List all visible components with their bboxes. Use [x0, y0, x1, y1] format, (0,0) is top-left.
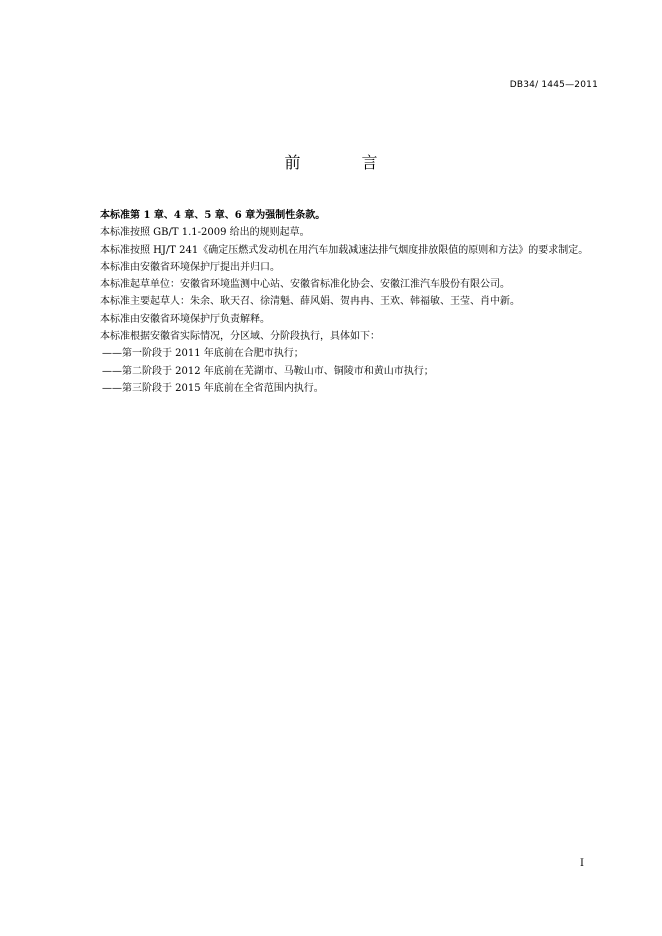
foreword-body — [80, 207, 600, 397]
phase-1-item: ——第一阶段于 2011 年底前在合肥市执行； — [102, 348, 304, 360]
drafting-units-paragraph: 本标准起草单位：安徽省环境监测中心站、安徽省标准化协会、安徽江淮汽车股份有限公司。 — [100, 279, 510, 291]
drafting-rules-paragraph: 本标准按照 GB/T 1.1-2009 给出的规则起草。 — [100, 227, 310, 239]
page-number: I — [580, 858, 584, 869]
interpretation-paragraph: 本标准由安徽省环境保护厅负责解释。 — [100, 313, 270, 325]
proposer-paragraph: 本标准由安徽省环境保护厅提出并归口。 — [100, 261, 280, 273]
reference-standard-paragraph: 本标准按照 HJ/T 241《确定压燃式发动机在用汽车加载减速法排气烟度排放限值的原则和方法》的要求制定。 — [100, 244, 589, 256]
standard-code: DB34/ 1445—2011 — [509, 80, 598, 90]
phase-3-item: ——第三阶段于 2015 年底前在全省范围内执行。 — [102, 382, 324, 394]
mandatory-clause-paragraph: 本标准第 1 章、4 章、5 章、6 章为强制性条款。 — [100, 210, 326, 221]
page-title: 前 言 — [284, 153, 406, 172]
implementation-paragraph: 本标准根据安徽省实际情况，分区域、分阶段执行，具体如下： — [100, 331, 380, 343]
phase-2-item: ——第二阶段于 2012 年底前在芜湖市、马鞍山市、铜陵市和黄山市执行； — [102, 365, 434, 377]
drafters-paragraph: 本标准主要起草人：朱余、耿天召、徐清魁、薛风娟、贺冉冉、王欢、韩福敏、王莹、肖中新。 — [100, 296, 520, 308]
